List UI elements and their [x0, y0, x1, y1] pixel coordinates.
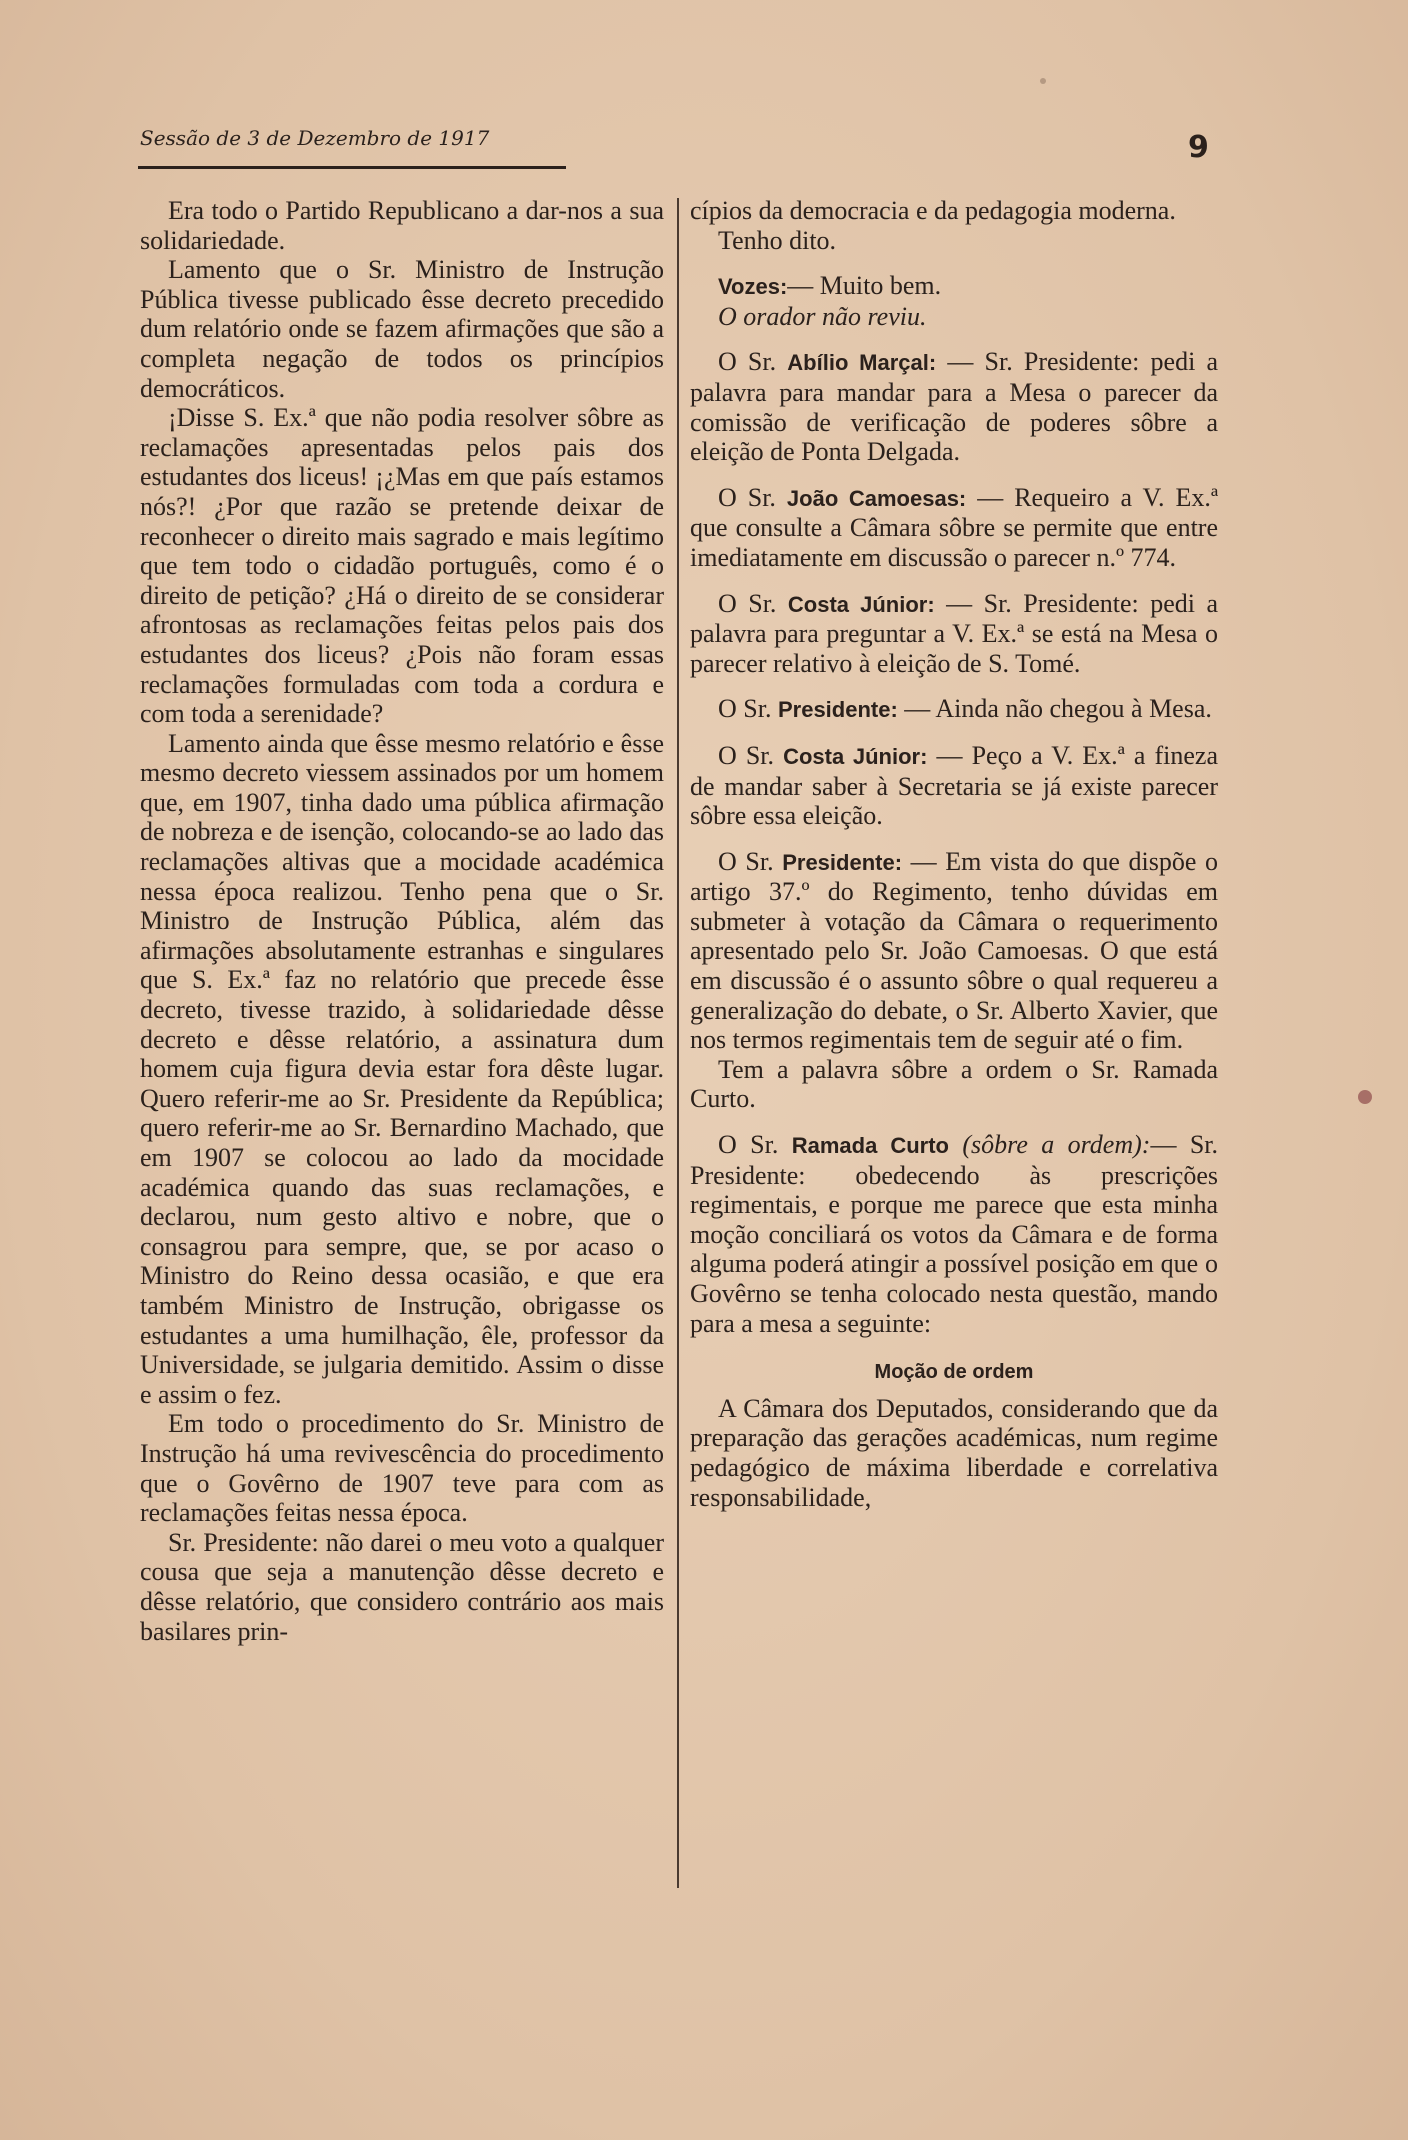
speech-text: — Sr. Presidente: pedi a palavra para mandar para a Mesa o parecer da comissão de verificação de poderes sôbre a eleição de Ponta Delgada. [690, 347, 1219, 467]
speech-text: — Peço a V. Ex.ª a fineza de mandar saber à Secretaria se já existe parecer sôbre essa eleição. [690, 740, 1219, 831]
column-divider [677, 198, 679, 1888]
speaker-name: Costa Júnior: [783, 743, 928, 769]
speaker-prefix: O Sr. [718, 846, 774, 876]
speech-continuation: Tem a palavra sôbre a ordem o Sr. Ramada Curto. [690, 1054, 1218, 1114]
speaker-name: Presidente: [777, 697, 898, 723]
header-rule [138, 166, 566, 169]
speech-text: — Sr. Presidente: pedi a palavra para preguntar a V. Ex.ª se está na Mesa o parecer relativo à eleição de S. Tomé. [690, 588, 1219, 678]
paper-speck [1040, 78, 1046, 84]
speaker-prefix: O Sr. [718, 694, 772, 724]
speech-text: — Em vista do que dispõe o artigo 37.º do Regimento, tenho dúvidas em submeter à votação da Câmara o requerimento apresentado pelo Sr. João Camoesas. O que está em discussão é o assunto sôbre o qual requereu a generalização do debate, o Sr. Alberto Xavier, que nos termos regimentais tem de seguir até o fim. [690, 846, 1218, 1055]
speech-costa-junior-2 [690, 741, 1218, 831]
speech-text: — Ainda não chegou à Mesa. [904, 694, 1212, 724]
motion-heading: Moção de ordem [874, 1361, 1034, 1384]
orador-note: O orador não reviu. [718, 301, 927, 331]
closing-remark: Tenho dito. [718, 225, 837, 255]
vozes-text: — Muito bem. [787, 271, 942, 301]
paragraph-continuation: cípios da democracia e da pedagogia moderna. [690, 196, 1176, 225]
speech-text: — Sr. Presidente: obedecendo às prescrições regimentais, e porque me parece que esta minha moção conciliará os votos da Câmara e de forma alguma poderá atingir a possível posição em que o Govêrno se tenha colocado nesta questão, mando para a mesa a seguinte: [690, 1130, 1219, 1338]
vozes-label: Vozes: [718, 274, 788, 300]
speaker-qualifier: (sôbre a ordem): [962, 1130, 1151, 1160]
paragraph: Era todo o Partido Republicano a dar-nos a sua solidariedade. [140, 196, 664, 255]
running-header-session: Sessão de 3 de Dezembro de 1917 [140, 126, 490, 150]
speaker-prefix: O Sr. [718, 588, 777, 618]
paragraph: Sr. Presidente: não darei o meu voto a qualquer cousa que seja a manutenção dêsse decreto e dêsse relatório, que considero contrário aos mais basilares prin- [140, 1527, 664, 1646]
speech-costa-junior [690, 589, 1218, 679]
paragraph: Lamento que o Sr. Ministro de Instrução Pública tivesse publicado êsse decreto precedido dum relatório onde se fazem afirmações que são a completa negação de todos os princípios democráticos. [140, 255, 664, 403]
speech-text: — Requeiro a V. Ex.ª que consulte a Câmara sôbre se permite que entre imediatamente em discussão o parecer n.º 774. [690, 482, 1218, 572]
speaker-prefix: O Sr. [718, 740, 775, 770]
right-column [690, 196, 1218, 1512]
speech-presidente-2 [690, 847, 1218, 1055]
speaker-name: Ramada Curto [791, 1133, 949, 1159]
page-number: 9 [1188, 130, 1209, 165]
speaker-name: Presidente: [782, 849, 903, 875]
speaker-name: Costa Júnior: [787, 591, 935, 617]
speaker-prefix: O Sr. [718, 482, 776, 512]
paragraph: Em todo o procedimento do Sr. Ministro de Instrução há uma revivescência do procedimento que o Govêrno de 1907 teve para com as reclamações feitas nessa época. [140, 1409, 664, 1528]
paragraph: ¡Disse S. Ex.ª que não podia resolver sôbre as reclamações apresentadas pelos pais dos estudantes dos liceus! ¡¿Mas em que país estamos nós?! ¿Por que razão se pretende deixar de reconhecer o direito mais sagrado e mais legítimo que tem todo o cidadão português, como é o direito de petição? ¿Há o direito de se considerar afrontosas as reclamações feitas pelos pais dos estudantes dos liceus? ¿Pois não foram essas reclamações formuladas com toda a cordura e com toda a serenidade? [140, 403, 664, 729]
speaker-prefix: O Sr. [718, 347, 777, 377]
speech-abilio-marcal [690, 347, 1218, 466]
motion-text: A Câmara dos Deputados, considerando que da preparação das gerações académicas, num regime pedagógico de máxima liberdade e correlativa responsabilidade, [690, 1393, 1218, 1512]
speaker-name: João Camoesas: [786, 485, 967, 511]
paper-stain [1358, 1090, 1372, 1104]
speech-joao-camoesas [690, 483, 1218, 573]
speech-presidente [690, 694, 1218, 725]
paragraph: Lamento ainda que êsse mesmo relatório e êsse mesmo decreto viessem assinados por um homem que, em 1907, tinha dado uma pública afirmação de nobreza e de isenção, colocando-se ao lado das reclamações altivas que a mocidade académica nessa época realizou. Tenho pena que o Sr. Ministro de Instrução Pública, além das afirmações absolutamente estranhas e singulares que S. Ex.ª faz no relatório que precede êsse decreto, tivesse trazido, à solidariedade dêsse decreto e dêsse relatório, a assinatura dum homem cuja figura devia estar fora dêste lugar. Quero referir-me ao Sr. Presidente da República; quero referir-me ao Sr. Bernardino Machado, que em 1907 se colocou ao lado da mocidade académica quando das suas reclamações, e declarou, num gesto altivo e nobre, que o consagrou para sempre, que, se por acaso o Ministro do Reino dessa ocasião, e que era também Ministro de Instrução, obrigasse os estudantes a uma humilhação, êle, professor da Universidade, se julgaria demitido. Assim o disse e assim o fez. [140, 728, 664, 1409]
speech-ramada-curto [690, 1130, 1218, 1338]
vozes-line [690, 271, 1218, 302]
speaker-prefix: O Sr. [718, 1130, 779, 1160]
speaker-name: Abílio Marçal: [787, 350, 937, 376]
left-column [140, 196, 664, 1646]
